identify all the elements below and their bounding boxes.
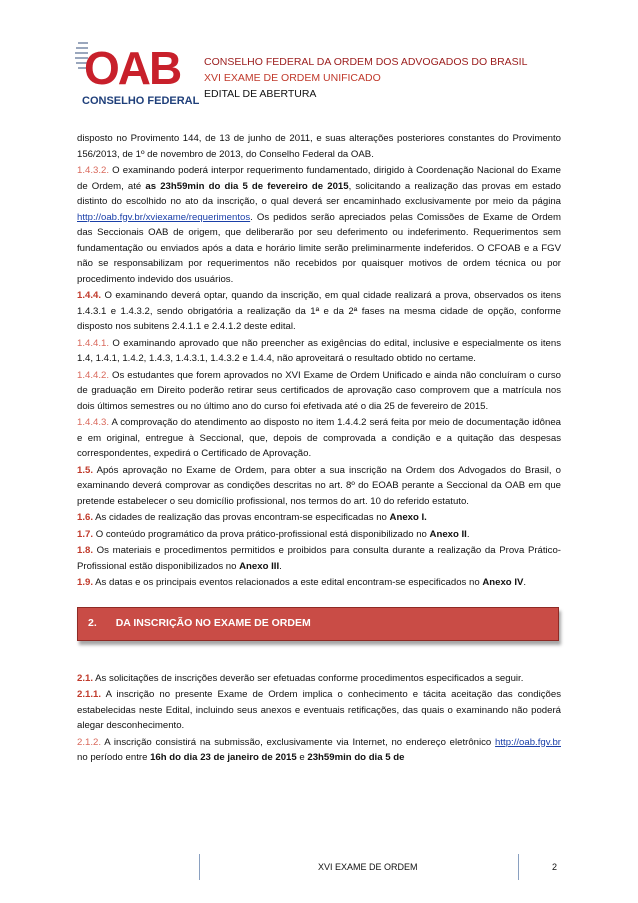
paragraph-1-8: 1.8. Os materiais e procedimentos permitidos e proibidos para consulta durante a realização da Prova Prático-Profissional estão disponibilizados no Anexo III. xyxy=(77,545,561,572)
paragraph-1-4-4-1: 1.4.4.1. O examinando aprovado que não preencher as exigências do edital, inclusive e especialmente os itens 1.4, 1.4.1, 1.4.2, 1.4.3, 1.4.3.1, 1.4.3.2 e 1.4.4, não aproveitará o resultado obtido no certame. xyxy=(77,337,562,364)
header-organization: CONSELHO FEDERAL DA ORDEM DOS ADVOGADOS DO BRASIL xyxy=(204,56,528,68)
section-number: 2. xyxy=(88,616,97,629)
oab-logo xyxy=(72,34,200,112)
item-number: 2.1.1. xyxy=(77,689,102,700)
footer-title: XVI EXAME DE ORDEM xyxy=(318,862,418,872)
item-number: 1.7. xyxy=(77,528,94,540)
item-number: 1.8. xyxy=(77,545,94,556)
paragraph-continuation: disposto no Provimento 144, de 13 de junho de 2011, e suas alterações posteriores constantes do Provimento 156/2013, de 1º de novembro de 2013, do Conselho Federal da OAB. xyxy=(77,133,561,160)
paragraph-1-4-4-2: 1.4.4.2. Os estudantes que forem aprovados no XVI Exame de Ordem Unificado e ainda não concluíram o curso de graduação em Direito poderão retirar seus certificados de aprovação caso comprovem que a matrícula nos dois últimos semestres ou no último ano do curso foi efetivada até o dia 25 de fevereiro de 2015. xyxy=(77,369,561,412)
footer-divider xyxy=(518,854,519,880)
item-number: 1.4.4.2. xyxy=(77,369,110,381)
item-number: 2.1. xyxy=(77,672,94,684)
paragraph-2-1: 2.1. As solicitações de inscrições deverão ser efetuadas conforme procedimentos especificados a seguir. xyxy=(77,672,524,684)
paragraph-1-4-3-2: 1.4.3.2. O examinando poderá interpor requerimento fundamentado, dirigido à Coordenação Nacional do Exame de Ordem, até as 23h59min do dia 5 de fevereiro de 2015, solicitando a realização das provas em estado distinto do escolhido no ato da inscrição, o qual deverá ser encaminhado exclusivamente por meio da página http://oab.fgv.br/xviexame/requerimentos. Os pedidos serão apreciados pelas Comissões de Exame de Ordem das Seccionais OAB de origem, que deliberarão por seu deferimento ou indeferimento. Requerimentos sem fundamentação ou enviados após a data e horário limite serão preliminarmente indeferidos. O CFOAB e a FGV não se responsabilizam por requerimentos não recebidos por quaisquer motivos de ordem técnica ou por procedimento indevido dos usuários. xyxy=(77,165,561,285)
paragraph-2-1-1: 2.1.1. A inscrição no presente Exame de Ordem implica o conhecimento e tácita aceitação das condições estabelecidas neste Edital, incluindo seus anexos e eventuais retificações, das quais o examinando não poderá alegar desconhecimento. xyxy=(77,689,561,731)
section-heading xyxy=(77,607,561,647)
paragraph-1-4-4: 1.4.4. O examinando deverá optar, quando da inscrição, em qual cidade realizará a prova, observados os itens 1.4.3.1 e 1.4.3.2, sendo obrigatória a realização da 1ª e da 2ª fases na mesma cidade de opção, conforme disposto nos subitens 2.4.1.1 e 2.4.1.2 deste edital. xyxy=(77,290,561,332)
section-banner xyxy=(77,607,559,641)
page-number: 2 xyxy=(552,862,558,872)
paragraph-1-4-4-3: 1.4.4.3. A comprovação do atendimento ao disposto no item 1.4.4.2 será feita por meio de documentação idônea e em original, entregue à Seccional, que, depois de comprovada a condição e a quitação das despesas correspondentes, expedirá o Certificado de Aprovação. xyxy=(77,417,561,459)
header-edital: EDITAL DE ABERTURA xyxy=(204,88,317,100)
item-number: 2.1.2. xyxy=(77,736,102,748)
logo-letters: OAB xyxy=(84,42,181,94)
section-title: DA INSCRIÇÃO NO EXAME DE ORDEM xyxy=(115,616,311,629)
item-number: 1.9. xyxy=(77,577,94,588)
item-number: 1.5. xyxy=(77,464,94,476)
item-number: 1.4.4.1. xyxy=(77,337,110,349)
logo-caption: CONSELHO FEDERAL xyxy=(82,95,200,107)
requerimentos-link[interactable]: http://oab.fgv.br/xviexame/requerimentos xyxy=(77,211,251,223)
oab-fgv-link[interactable]: http://oab.fgv.br xyxy=(495,736,561,748)
page-footer xyxy=(0,850,638,880)
paragraph-1-6: 1.6. As cidades de realização das provas encontram-se especificadas no Anexo I. xyxy=(77,512,427,523)
item-number: 1.4.4. xyxy=(77,290,102,301)
paragraph-1-9: 1.9. As datas e os principais eventos relacionados a este edital encontram-se especificados no Anexo IV. xyxy=(77,577,527,588)
document-body xyxy=(77,131,561,767)
item-number: 1.4.4.3. xyxy=(77,417,110,428)
paragraph-2-1-2: 2.1.2. A inscrição consistirá na submissão, exclusivamente via Internet, no endereço eletrônico http://oab.fgv.br no período entre 16h do dia 23 de janeiro de 2015 e 23h59min do dia 5 de xyxy=(77,736,561,763)
item-number: 1.6. xyxy=(77,512,94,523)
paragraph-1-7: 1.7. O conteúdo programático da prova prático-profissional está disponibilizado no Anexo II. xyxy=(77,528,470,540)
paragraph-1-5: 1.5. Após aprovação no Exame de Ordem, para obter a sua inscrição na Ordem dos Advogados do Brasil, o examinando deverá comprovar as condições descritas no art. 8º do EOAB perante a Seccional da OAB em que pretende estabelecer o seu domicílio profissional, nos termos do art. 10 do referido estatuto. xyxy=(77,464,561,507)
item-number: 1.4.3.2. xyxy=(77,165,110,176)
document-header xyxy=(204,54,527,102)
header-exam: XVI EXAME DE ORDEM UNIFICADO xyxy=(204,72,381,84)
footer-divider xyxy=(199,854,200,880)
